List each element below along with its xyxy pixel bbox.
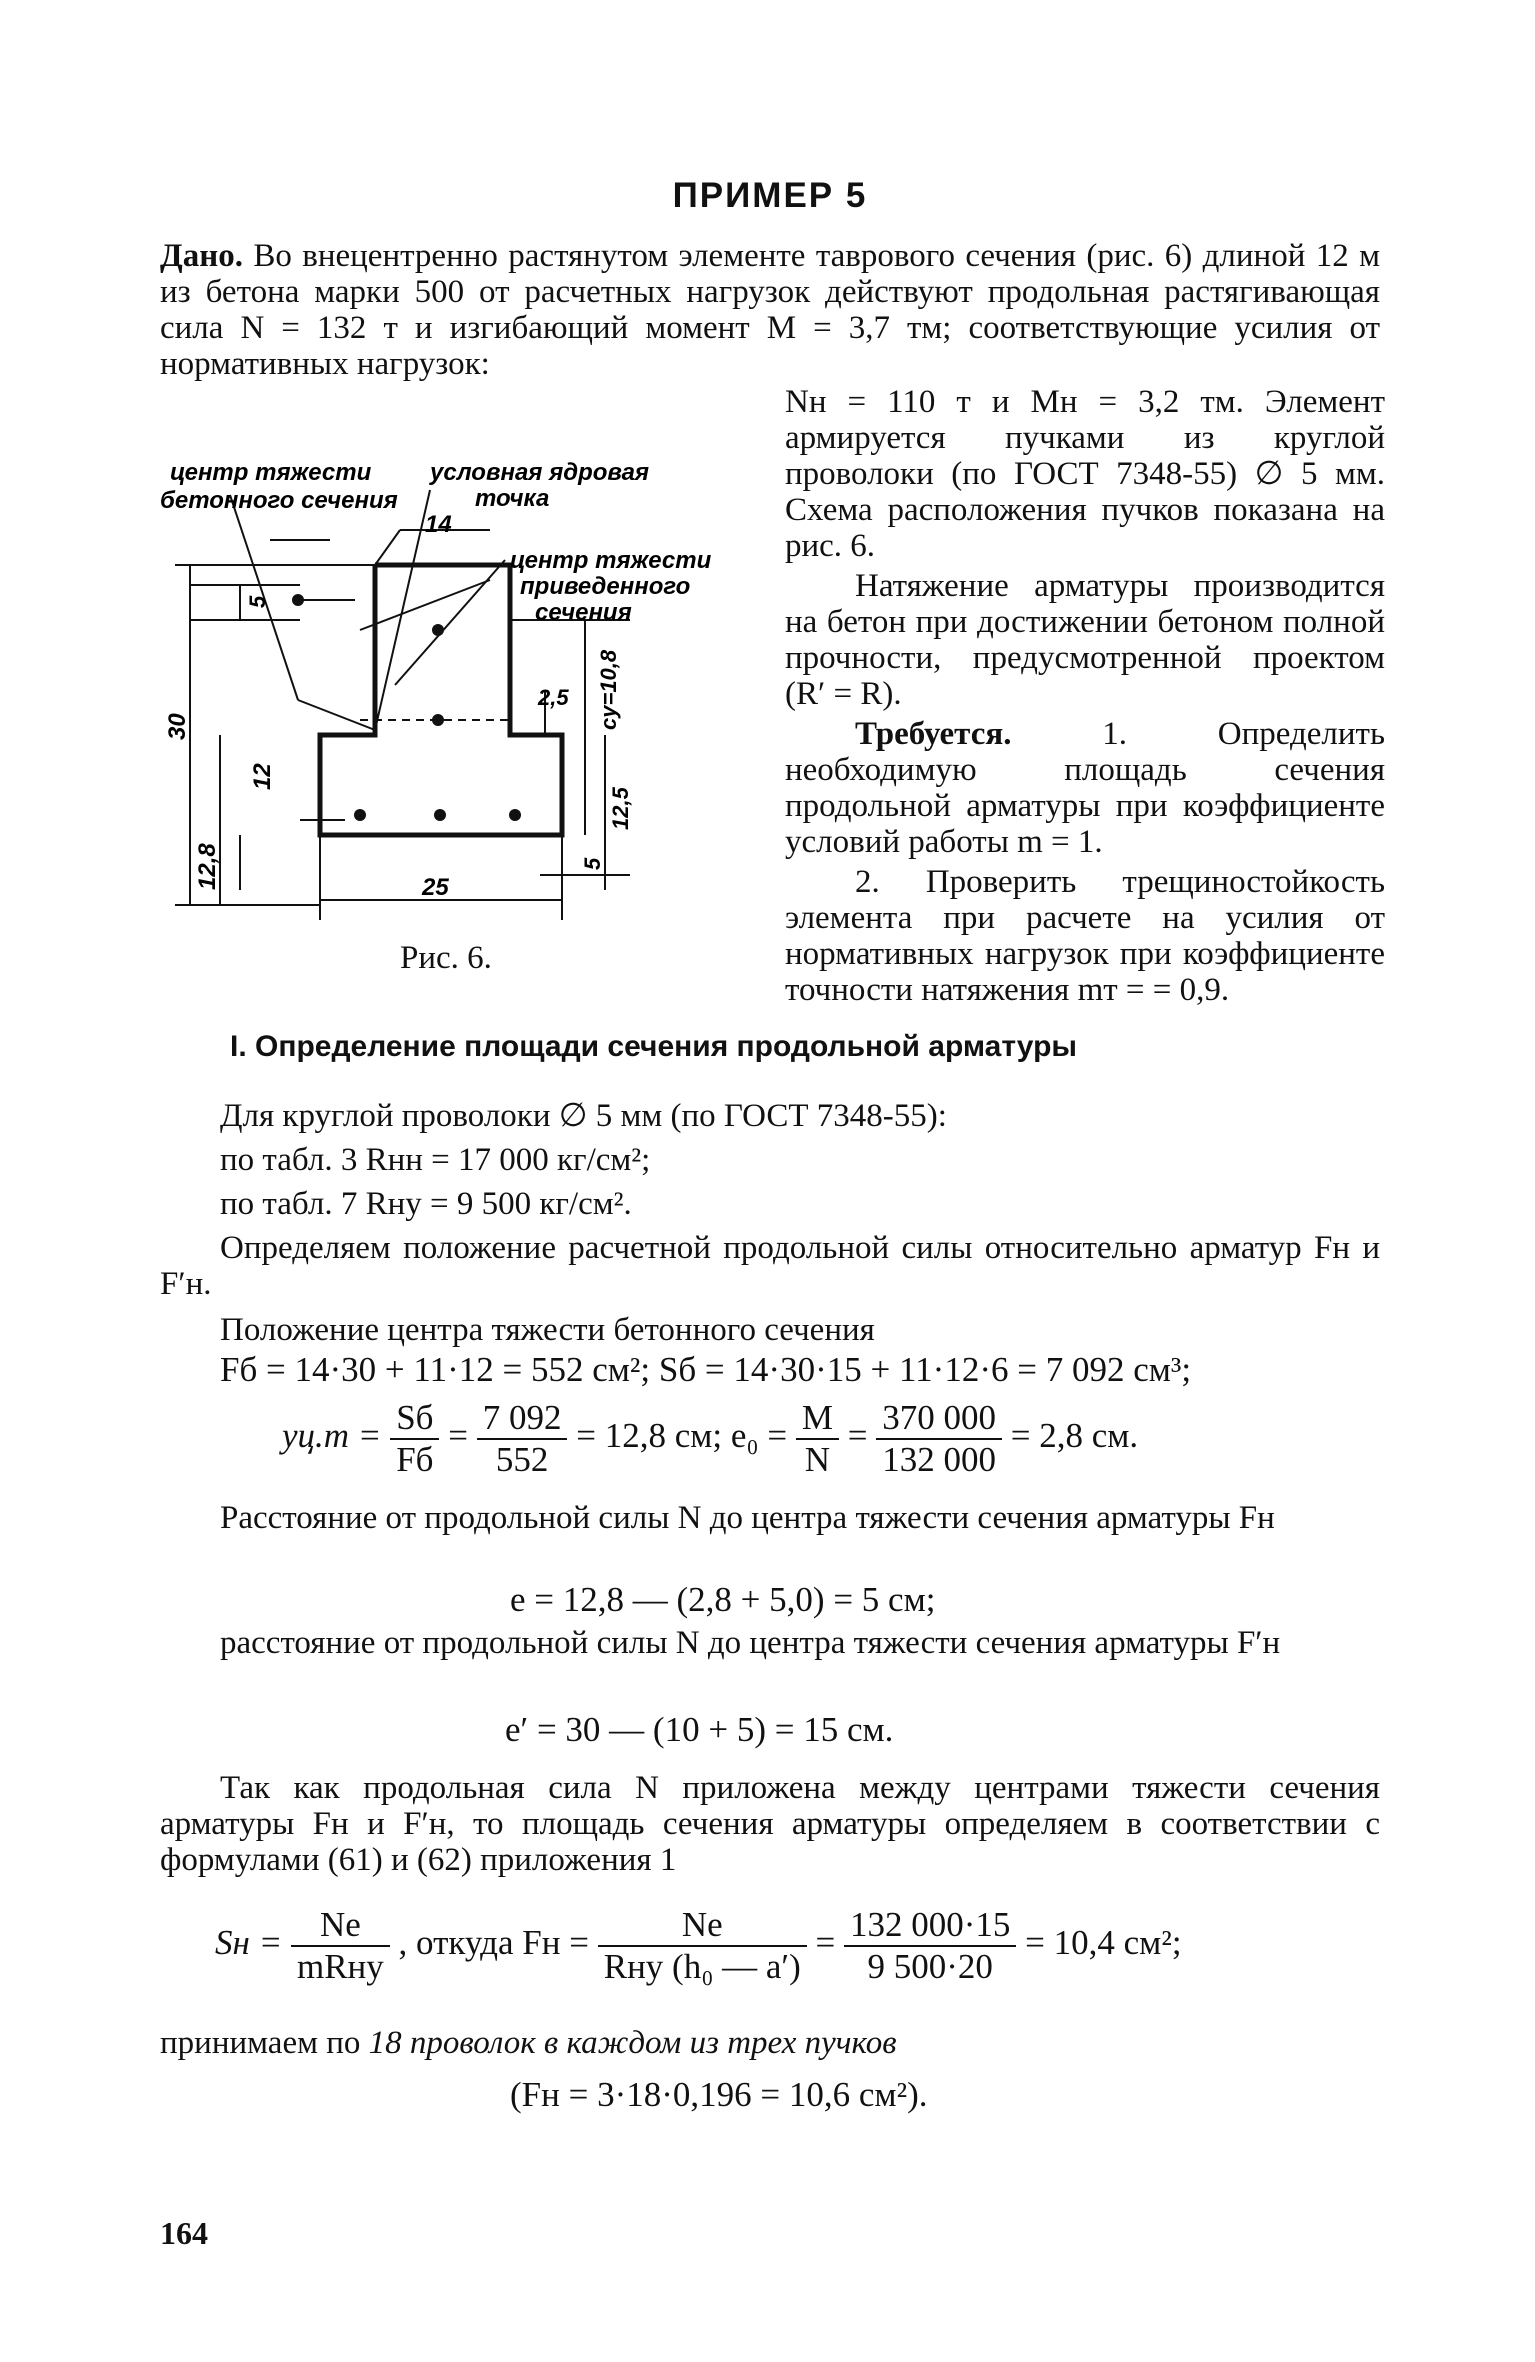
cross-section-figure [160,450,780,990]
para-table-3: по табл. 3 Rнн = 17 000 кг/см²; [220,1142,651,1178]
dim-cy: cу=10,8 [596,649,621,730]
dim-12: 12 [249,763,276,790]
frac-den: 552 [495,1440,549,1479]
dim-2-5: 2,5 [538,685,569,710]
right-paragraph-4: 2. Проверить трещиностойкость элемента при расчете на усилия от нормативных нагрузок при коэффициенте точности натяжения mт = = 0,9. [785,864,1385,1008]
dim-12-5: 12,5 [608,787,633,830]
frac-num: Sб [390,1398,439,1440]
label-centroid-line2: бетонного сечения [160,487,398,514]
requirement-lead: Требуется. [855,716,1012,752]
page-title: ПРИМЕР 5 [672,176,868,215]
intro-text: Во внецентренно растянутом элементе таврового сечения (рис. 6) длиной 12 м из бетона марки 500 от расчетных нагрузок действуют продольная растягивающая сила N = 132 т и изгибающий момент M = 3,7 тм; соответствующие усилия от нормативных нагрузок: [160,238,1381,382]
para-distance-2: расстояние от продольной силы N до центра тяжести сечения арматуры F′н [220,1625,1281,1661]
section-body [160,1098,1380,1348]
bundle-dot [292,594,304,606]
page-number: 164 [160,2215,208,2251]
requirement-text: 1. Определить необходимую площадь сечения продольной арматуры при коэффициенте условий работы m = 1. [785,716,1385,860]
fraction [796,1398,839,1480]
label-centroid-line1: центр тяжести [170,459,372,486]
eq5-lhs: Sн = [215,1923,283,1963]
right-paragraph-3 [785,716,1385,860]
section-outline [320,565,562,835]
bundle-dot [432,624,444,636]
frac-num: M [796,1398,839,1440]
accept-text: принимаем по [160,2025,369,2061]
label-kern-line2: точка [475,485,550,512]
para-table-7: по табл. 7 Rну = 9 500 кг/см². [220,1186,632,1222]
frac-num: 7 092 [477,1398,568,1440]
dim-14: 14 [425,511,452,538]
frac-den: mRну [296,1947,384,1986]
frac-den: N [804,1440,831,1479]
dim-5-top: 5 [245,595,270,608]
eq2-lhs: yц.т = [282,1416,382,1456]
bundle-dot [354,809,366,821]
intro-paragraph [160,238,1380,382]
dim-30: 30 [164,713,191,740]
frac-den: 132 000 [882,1440,996,1479]
fraction [477,1398,568,1480]
equation-e-prime: e′ = 30 — (10 + 5) = 15 см. [505,1710,894,1749]
para-since: Так как продольная сила N приложена между центрами тяжести сечения арматуры Fн и F′н, то площадь сечения арматуры определяем в соответствии с формулами (61) и (62) приложения 1 [160,1770,1380,1878]
equation-final: (Fн = 3·18·0,196 = 10,6 см²). [510,2075,928,2114]
right-column [785,384,1385,1008]
right-paragraph-1: Nн = 110 т и Mн = 3,2 тм. Элемент армируется пучками из круглой проволоки (по ГОСТ 7348-55) ∅ 5 мм. Схема расположения пучков показана на рис. 6. [785,384,1385,564]
eq5-end: = 10,4 см²; [1025,1923,1182,1963]
para-accept [160,2025,1380,2061]
bundle-dot [432,714,444,726]
fraction [844,1905,1016,1987]
label-reduced-line2: приведенного [520,573,691,600]
right-paragraph-2: Натяжение арматуры производится на бетон при достижении бетоном полной прочности, предусмотренной проектом (R′ = R). [785,568,1385,712]
para-centroid: Положение центра тяжести бетонного сечения [220,1312,875,1348]
frac-den: 9 500·20 [867,1947,993,1986]
frac-num: Ne [291,1905,390,1947]
label-reduced-line1: центр тяжести [510,547,712,574]
label-kern-line1: условная ядровая [430,459,650,486]
para-wire: Для круглой проволоки ∅ 5 мм (по ГОСТ 7348-55): [220,1098,947,1134]
figure-caption: Рис. 6. [400,940,492,976]
equation-e: e = 12,8 — (2,8 + 5,0) = 5 см; [510,1580,936,1619]
eq2-end: = 2,8 см. [1010,1416,1139,1456]
frac-num: Ne [598,1905,807,1947]
fraction [291,1905,390,1987]
equation-area: Fб = 14·30 + 11·12 = 552 см²; Sб = 14·30·15 + 11·12·6 = 7 092 см³; [220,1350,1192,1389]
frac-den: Fб [396,1440,434,1479]
para-distance-1: Расстояние от продольной силы N до центра тяжести сечения арматуры Fн [220,1500,1275,1536]
intro-lead: Дано. [160,238,243,274]
fraction [598,1905,807,1987]
label-reduced-line3: сечения [535,599,632,626]
fraction [876,1398,1002,1480]
dim-25-bottom: 25 [422,874,449,901]
eq5-mid: , откуда Fн = [398,1923,589,1963]
frac-num: 132 000·15 [844,1905,1016,1947]
dim-5-bottom: 5 [580,857,605,870]
bundle-dot [509,809,521,821]
dim-12-8: 12,8 [194,843,221,890]
frac-den: Rну (h₀ — a′) [603,1947,801,1986]
para-define: Определяем положение расчетной продольной силы относительно арматур Fн и F′н. [160,1230,1380,1302]
frac-num: 370 000 [876,1398,1002,1440]
bundle-dot [434,809,446,821]
equation-area-sn: Sн = $\frac{Ne}{\text{mRну}}$ , откуда Fн = $\frac{Ne}{\text{Rну (h₀ — a′)}}$ = $\frac{132 000\cdot 15}{9 500\cdot 20}$ = 10,4 см²; [215,1905,1182,1986]
accept-italic: 18 проволок в каждом из трех пучков [368,2025,897,2061]
equation-centroid: yц.т = $\frac{Sб}{Fб}$ = $\frac{7 092}{552}$ = 12,8 см; e₀ = $\frac{M}{N}$ = $\frac{370 000}{132 000}$ = 2,8 см. [282,1398,1139,1479]
section-heading: I. Определение площади сечения продольной арматуры [230,1030,1078,1063]
eq2-mid: = 12,8 см; e₀ = [576,1416,788,1456]
fraction [390,1398,439,1480]
